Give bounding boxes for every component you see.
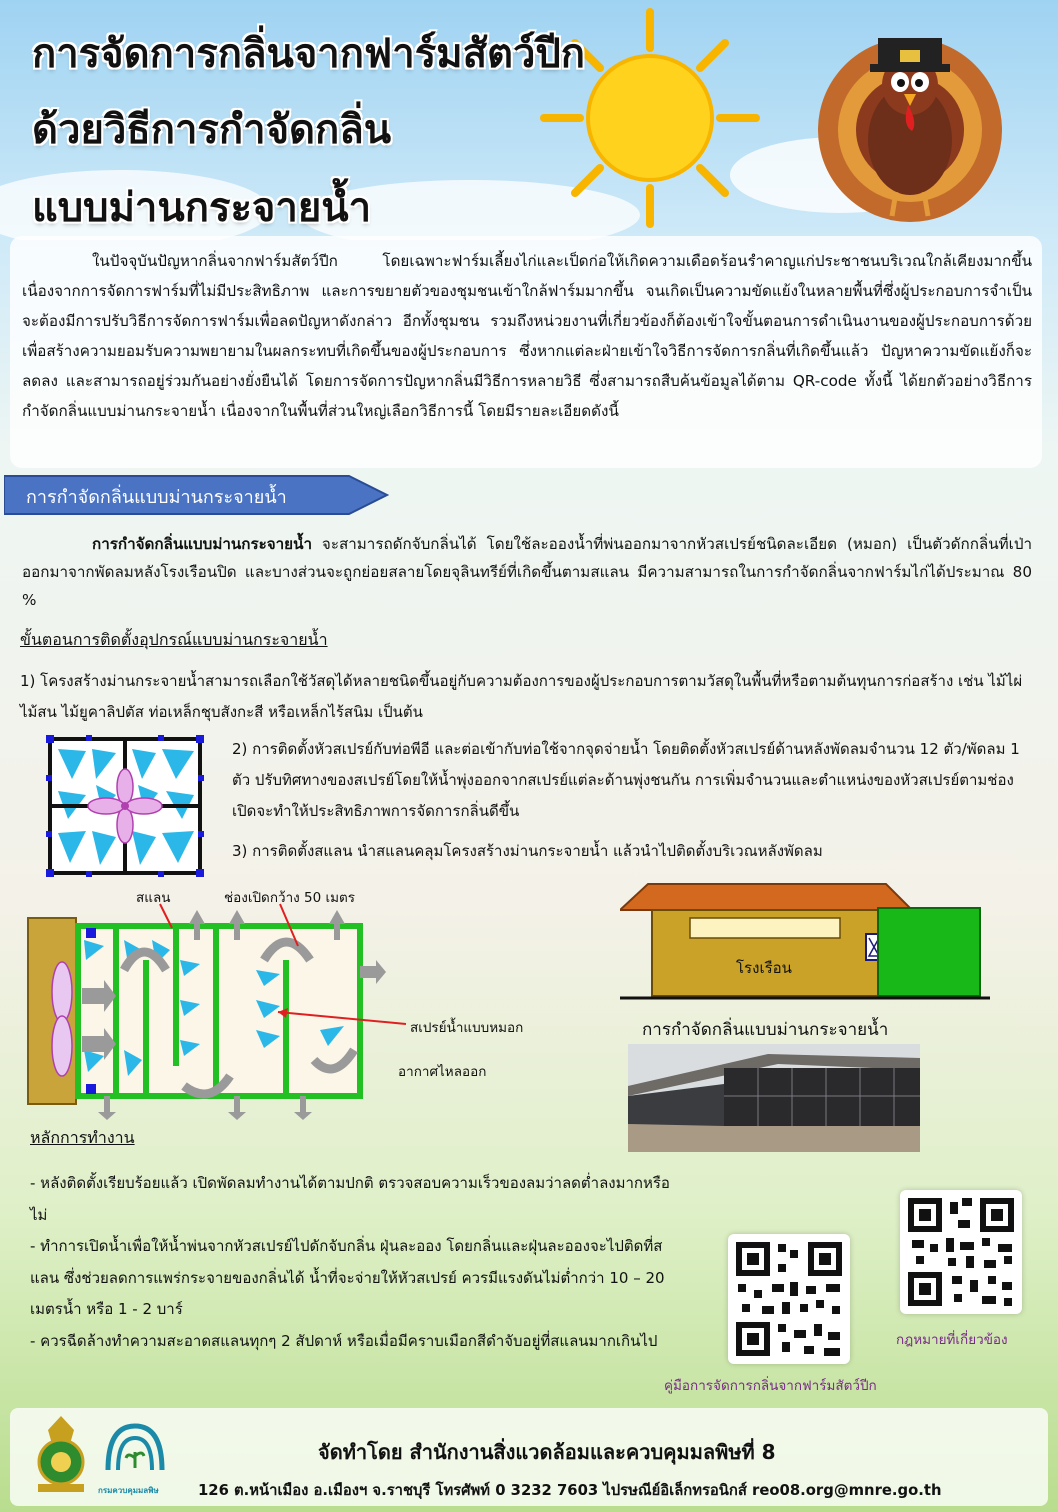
principle-item: - หลังติดตั้งเรียบร้อยแล้ว เปิดพัดลมทำงานได้ตามปกติ ตรวจสอบความเร็วของลมว่าลดต่ำลงมากหรือไม่	[30, 1174, 670, 1224]
title-line-2: ด้วยวิธีการกำจัดกลิ่น	[32, 107, 392, 153]
principles-heading: หลักการทำงาน	[30, 1128, 135, 1147]
house-label: โรงเรือน	[736, 959, 792, 977]
principles-list	[30, 1168, 670, 1357]
qr-code-manual-icon	[728, 1234, 850, 1364]
lead-rest: จะสามารถดักจับกลิ่นได้ โดยใช้ละอองน้ำที่พ่นออกมาจากหัวสเปรย์ชนิดละเอียด (หมอก) เป็นตัวดักกลิ่นที่เป่าออกมาจากพัดลมหลังโรงเรือนปิด และบางส่วนจะถูกย่อยสลายโดยจุลินทรีย์ที่เกิดขึ้นตามสแลน มีความสามารถในการกำจัดกลิ่นจากฟาร์มไก่ได้ประมาณ 80 %	[22, 535, 1032, 609]
pcd-logo-text: กรมควบคุมมลพิษ	[98, 1486, 159, 1495]
lead-paragraph	[22, 530, 1032, 614]
installed-curtain-photo	[628, 1044, 920, 1152]
qr-law-caption: กฎหมายที่เกี่ยวข้อง	[896, 1332, 1008, 1348]
install-step-2: 2) การติดตั้งหัวสเปรย์กับท่อพีอี และต่อเข้ากับท่อใช้จากจุดจ่ายน้ำ โดยติดตั้งหัวสเปรย์ด้านหลังพัดลมจำนวน 12 ตัว/พัดลม 1 ตัว ปรับทิศทางของสเปรย์โดยให้น้ำพุ่งออกจากสเปรย์แต่ละด้านพุ่งชนกัน การเพิ่มจำนวนและตำแหน่งของหัวสเปรย์ตามช่องเปิดจะทำให้ประสิทธิภาพการจัดการกลิ่นดีขึ้น	[232, 740, 1020, 820]
qr-code-law[interactable]	[900, 1190, 1022, 1314]
label-opening: ช่องเปิดกว้าง 50 เมตร	[224, 890, 356, 906]
label-spray: สเปรย์น้ำแบบหมอก	[410, 1020, 524, 1036]
install-heading: ขั้นตอนการติดตั้งอุปกรณ์แบบม่านกระจายน้ำ	[20, 630, 328, 649]
qr-manual-caption: คู่มือการจัดการกลิ่นจากฟาร์มสัตว์ปีก	[664, 1378, 877, 1394]
install-step-3: 3) การติดตั้งสแลน นำสแลนคลุมโครงสร้างม่านกระจายน้ำ แล้วนำไปติดตั้งบริเวณหลังพัดลม	[232, 842, 823, 860]
lead-bold: การกำจัดกลิ่นแบบม่านกระจายน้ำ	[92, 535, 312, 553]
pcd-logo-icon	[100, 1420, 170, 1486]
intro-paragraph	[22, 246, 1032, 426]
spray-fan-topview-diagram	[46, 735, 208, 877]
principle-item: - ควรฉีดล้างทำความสะอาดสแลนทุกๆ 2 สัปดาห์ หรือเมื่อมีคราบเมือกสีดำจับอยู่ที่สแลนมากเกินไป	[30, 1331, 658, 1350]
photo-caption: การกำจัดกลิ่นแบบม่านกระจายน้ำ	[642, 1020, 889, 1040]
title-line-3: แบบม่านกระจายน้ำ	[32, 185, 372, 231]
qr-code-manual[interactable]	[728, 1234, 850, 1364]
poultry-house-diagram	[620, 880, 990, 1000]
ministry-emblem-icon	[26, 1414, 96, 1496]
label-slan: สแลน	[136, 890, 171, 906]
label-air-out: อากาศไหลออก	[398, 1064, 487, 1080]
principle-item: - ทำการเปิดน้ำเพื่อให้น้ำพ่นจากหัวสเปรย์ไปดักจับกลิ่น ฝุ่นละออง โดยกลิ่นและฝุ่นละอองจะไปติดที่สแลน ซึ่งช่วยลดการแพร่กระจายของกลิ่นได้ น้ำที่จะจ่ายให้หัวสเปรย์ ควรมีแรงดันไม่ต่ำกว่า 10 – 20 เมตรน้ำ หรือ 1 - 2 บาร์	[30, 1237, 665, 1318]
footer-address: 126 ต.หน้าเมือง อ.เมืองฯ จ.ราชบุรี โทรศัพท์ 0 3232 7603 ไปรษณีย์อิเล็กทรอนิกส์ reo08.org@mnre.go.th	[198, 1482, 942, 1499]
intro-text: ในปัจจุบันปัญหากลิ่นจากฟาร์มสัตว์ปีก โดยเฉพาะฟาร์มเลี้ยงไก่และเป็ดก่อให้เกิดความเดือดร้อนรำคาญแก่ประชาชนบริเวณใกล้เคียงมากขึ้น เนื่องจากการจัดการฟาร์มที่ไม่มีประสิทธิภาพ และการขยายตัวของชุมชนเข้าใกล้ฟาร์มมากขึ้น จนเกิดเป็นความขัดแย้งในหลายพื้นที่ซึ่งผู้ประกอบการจำเป็นจะต้องมีการปรับวิธีการจัดการฟาร์มเพื่อลดปัญหาดังกล่าว อีกทั้งชุมชน รวมถึงหน่วยงานที่เกี่ยวข้องก็ต้องเข้าใจขั้นตอนการดำเนินงานของผู้ประกอบการด้วยเพื่อสร้างความยอมรับความพยายามในผลกระทบที่เกิดขึ้นของผู้ประกอบการ ซึ่งหากแต่ละฝ่ายเข้าใจวิธีการจัดการกลิ่นที่เกิดขึ้นแล้ว ปัญหาความขัดแย้งก็จะลดลง และสามารถอยู่ร่วมกันอย่างยั่งยืนได้ โดยการจัดการปัญหากลิ่นมีวิธีการหลายวิธี ซึ่งสามารถสืบค้นข้อมูลได้ตาม QR-code ทั้งนี้ ได้ยกตัวอย่างวิธีการกำจัดกลิ่นแบบม่านกระจายน้ำ เนื่องจากในพื้นที่ส่วนใหญ่เลือกวิธีการนี้ โดยมีรายละเอียดดังนี้	[22, 252, 1032, 420]
qr-code-law-icon	[900, 1190, 1022, 1314]
footer-org: จัดทำโดย สำนักงานสิ่งแวดล้อมและควบคุมมลพิษที่ 8	[318, 1440, 776, 1464]
turkey-mascot-icon	[800, 10, 1020, 225]
install-step-1: 1) โครงสร้างม่านกระจายน้ำสามารถเลือกใช้วัสดุได้หลายชนิดขึ้นอยู่กับความต้องการของผู้ประกอบการตามวัสดุในพื้นที่หรือตามต้นทุนการก่อสร้าง เช่น ไม้ไผ่ ไม้สน ไม้ยูคาลิปตัส ท่อเหล็กชุบสังกะสี หรือเหล็กไร้สนิม เป็นต้น	[20, 672, 1023, 721]
title-line-1: การจัดการกลิ่นจากฟาร์มสัตว์ปีก	[32, 31, 586, 77]
section-banner-label: การกำจัดกลิ่นแบบม่านกระจายน้ำ	[26, 487, 287, 508]
